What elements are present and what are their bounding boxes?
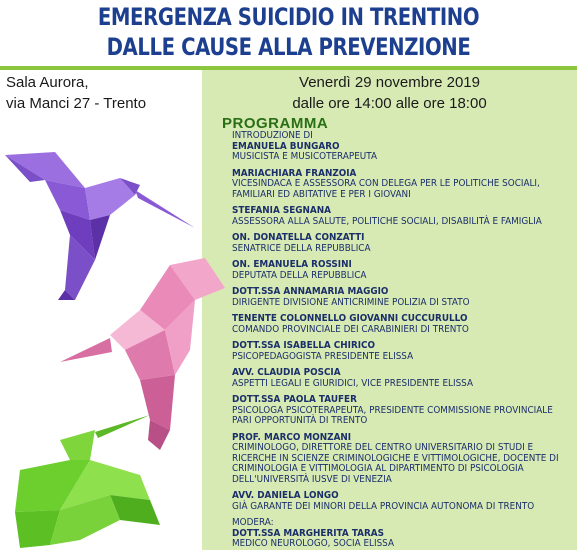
green-bird-icon	[15, 415, 160, 548]
program-entry	[232, 314, 567, 335]
speaker-role: GIÀ GARANTE DEI MINORI DELLA PROVINCIA AUTONOMA DI TRENTO	[232, 500, 535, 512]
program-entry	[232, 518, 567, 550]
speaker-role: CRIMINOLOGO, DIRETTORE DEL CENTRO UNIVERSITARIO DI STUDI E RICERCHE IN SCIENZE CRIMINOLOGICHE E VITTIMOLOGICHE, DOCENTE DI CRIMINOLOGIA E VITTIMOLOGIA AL DIPARTIMENTO DI PSICOLOGIA DELL'UNIVERSITÀ IUSVE DI VENEZIA	[232, 442, 559, 485]
program-entry	[232, 169, 567, 201]
speaker-name: DOTT.SSA PAOLA TAUFER	[232, 394, 357, 405]
speaker-role: COMANDO PROVINCIALE DEI CARABINIERI DI TRENTO	[232, 323, 469, 335]
program-entry	[232, 233, 567, 254]
speaker-name: MARIACHIARA FRANZOIA	[232, 167, 357, 179]
speaker-name: STEFANIA SEGNANA	[232, 205, 332, 216]
venue-line-2: via Manci 27 - Trento	[6, 95, 147, 112]
speaker-role: PSICOPEDAGOGISTA PRESIDENTE ELISSA	[232, 350, 414, 362]
program-entry-intro: MODERA:	[232, 517, 274, 528]
speaker-name: TENENTE COLONNELLO GIOVANNI CUCCURULLO	[232, 313, 468, 324]
program-entry	[232, 287, 567, 308]
speaker-name: PROF. MARCO MONZANI	[232, 431, 352, 443]
speaker-role: DEPUTATA DELLA REPUBBLICA	[232, 269, 367, 281]
program-list	[232, 131, 572, 556]
speaker-role: SENATRICE DELLA REPUBBLICA	[232, 242, 371, 254]
program-entry	[232, 491, 567, 512]
speaker-role: MUSICISTA E MUSICOTERAPEUTA	[232, 151, 378, 162]
speaker-role: VICESINDACA E ASSESSORA CON DELEGA PER LE POLITICHE SOCIALI, FAMILIARI ED ABITATIVE E PER I GIOVANI	[232, 178, 540, 200]
speaker-role: DIRIGENTE DIVISIONE ANTICRIMINE POLIZIA DI STATO	[232, 296, 470, 308]
speaker-name: AVV. CLAUDIA POSCIA	[232, 367, 341, 378]
pink-bird-icon	[60, 258, 225, 450]
date-info	[202, 72, 577, 114]
venue-line-1: Sala Aurora,	[6, 74, 89, 91]
program-entry	[232, 341, 567, 362]
time-line: dalle ore 14:00 alle ore 18:00	[292, 95, 487, 112]
speaker-name: EMANUELA BUNGARO	[232, 140, 340, 152]
speaker-role: MEDICO NEUROLOGO, SOCIA ELISSA	[232, 538, 395, 549]
program-entry	[232, 206, 567, 227]
header	[0, 0, 577, 68]
speaker-name: DOTT.SSA ANNAMARIA MAGGIO	[232, 286, 389, 297]
speaker-role: ASSESSORA ALLA SALUTE, POLITICHE SOCIALI, DISABILITÀ E FAMIGLIA	[232, 215, 542, 227]
speaker-role: PSICOLOGA PSICOTERAPEUTA, PRESIDENTE COMMISSIONE PROVINCIALE PARI OPPORTUNITÀ DI TRENTO	[232, 404, 553, 426]
program-entry	[232, 395, 567, 427]
date-line-1: Venerdì 29 novembre 2019	[299, 74, 480, 91]
speaker-name: ON. DONATELLA CONZATTI	[232, 232, 365, 243]
program-entry-intro: INTRODUZIONE DI	[232, 130, 313, 141]
speaker-name: ON. EMANUELA ROSSINI	[232, 259, 352, 270]
speaker-name: DOTT.SSA ISABELLA CHIRICO	[232, 340, 376, 351]
program-entry	[232, 368, 567, 389]
venue-info	[6, 72, 146, 114]
speaker-name: AVV. DANIELA LONGO	[232, 490, 339, 501]
speaker-name: DOTT.SSA MARGHERITA TARAS	[232, 527, 385, 539]
program-entry	[232, 131, 567, 163]
page-title-line-1: EMERGENZA SUICIDIO IN TRENTINO	[97, 3, 480, 31]
program-title: PROGRAMMA	[222, 115, 329, 132]
page-title-line-2: DALLE CAUSE ALLA PREVENZIONE	[106, 33, 471, 61]
program-entry	[232, 260, 567, 281]
origami-birds-illustration	[0, 140, 230, 550]
program-entry	[232, 433, 567, 486]
speaker-role: ASPETTI LEGALI E GIURIDICI, VICE PRESIDENTE ELISSA	[232, 377, 474, 389]
